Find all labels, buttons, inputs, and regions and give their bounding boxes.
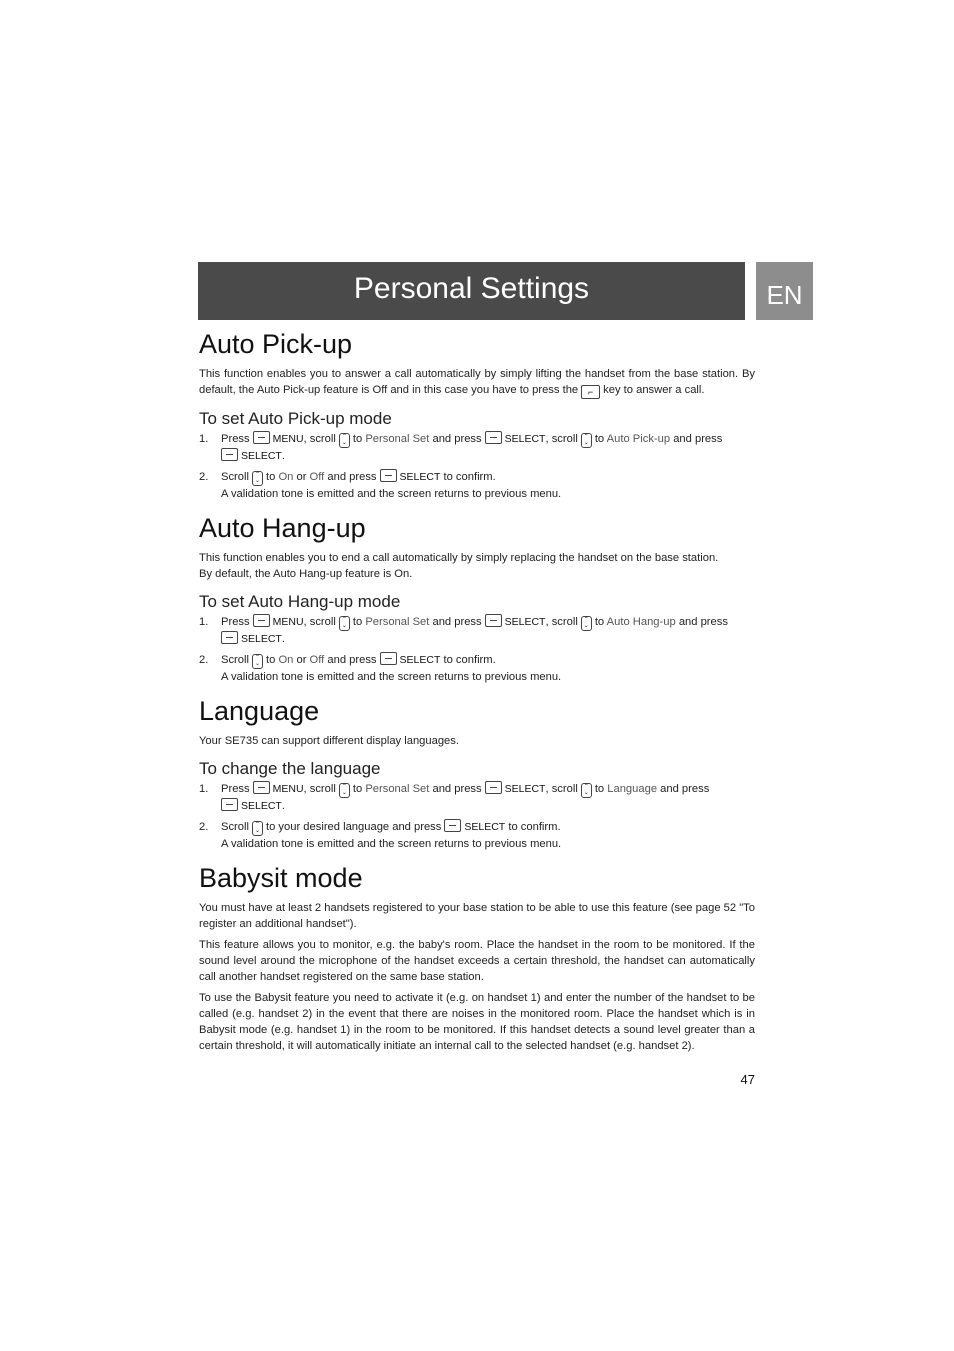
left-softkey-icon: [380, 652, 397, 665]
nav-key-icon: ⌃ ⌄: [252, 654, 263, 669]
left-softkey-icon: [444, 819, 461, 832]
section-title-auto-hangup: Auto Hang-up: [199, 513, 366, 543]
left-softkey-icon: [253, 431, 270, 444]
left-softkey-icon: [485, 431, 502, 444]
step-2: 2. Scroll ⌃ ⌄ to On or Off and press SELECT to confirm. A validation tone is emitted and the screen returns to previous menu.: [199, 654, 562, 683]
subsection-title-set-auto-pickup: To set Auto Pick-up mode: [199, 409, 392, 428]
nav-key-icon: ⌃ ⌄: [339, 616, 350, 631]
header-bar: [198, 262, 745, 320]
subsection-title-change-language: To change the language: [199, 759, 381, 778]
page-content: [199, 322, 755, 1059]
nav-key-icon: ⌃ ⌄: [252, 471, 263, 486]
talk-key-icon: ⌐: [581, 385, 600, 399]
step-2: 2. Scroll ⌃ ⌄ to your desired language and press SELECT to confirm. A validation tone is emitted and the screen returns to previous menu.: [199, 821, 562, 850]
language-tab: [756, 262, 813, 320]
language-description: Your SE735 can support different display languages.: [199, 735, 459, 747]
nav-key-icon: ⌃ ⌄: [339, 433, 350, 448]
left-softkey-icon: [485, 781, 502, 794]
step-1: 1. Press MENU, scroll ⌃ ⌄ to Personal Set and press SELECT, scroll ⌃ ⌄ to Language and press SELECT.: [199, 783, 710, 812]
page-number: 47: [740, 1072, 755, 1087]
left-softkey-icon: [253, 781, 270, 794]
nav-key-icon: ⌃ ⌄: [581, 616, 592, 631]
step-2: 2. Scroll ⌃ ⌄ to On or Off and press SELECT to confirm. A validation tone is emitted and the screen returns to previous menu.: [199, 471, 562, 500]
babysit-paragraph-2: This feature allows you to monitor, e.g. the baby's room. Place the handset in the room to be monitored. If the sound level around the microphone of the handset exceeds a certain threshold, the handset can automatically call another handset registered on the same base station.: [199, 939, 755, 983]
section-title-auto-pickup: Auto Pick-up: [199, 329, 353, 359]
language-code: EN: [766, 280, 803, 310]
left-softkey-icon: [253, 614, 270, 627]
nav-key-icon: ⌃ ⌄: [581, 433, 592, 448]
left-softkey-icon: [485, 614, 502, 627]
left-softkey-icon: [221, 798, 238, 811]
babysit-paragraph-3: To use the Babysit feature you need to activate it (e.g. on handset 1) and enter the number of the handset to be called (e.g. handset 2) in the event that there are noises in the monitored room. Place the handset which is in Babysit mode (e.g. handset 1) in the room to be monitored. If this handset detects a sound level greater than a certain threshold, it will automatically initiate an internal call to the selected handset (e.g. handset 2).: [199, 992, 755, 1052]
auto-pickup-description: This function enables you to answer a call automatically by simply lifting the handset from the base station. By default, the Auto Pick-up feature is Off and in this case you have to press the ⌐ key to answer a call.: [199, 368, 755, 397]
nav-key-icon: ⌃ ⌄: [339, 783, 350, 798]
babysit-paragraph-1: You must have at least 2 handsets registered to your base station to be able to use this feature (see page 52 "To register an additional handset").: [199, 902, 755, 930]
section-title-babysit-mode: Babysit mode: [199, 863, 363, 893]
auto-hangup-description: This function enables you to end a call automatically by simply replacing the handset on the base station. By default, the Auto Hang-up feature is On.: [199, 552, 719, 580]
step-1: 1. Press MENU, scroll ⌃ ⌄ to Personal Set and press SELECT, scroll ⌃ ⌄ to Auto Hang-up and press SELECT.: [199, 616, 728, 645]
left-softkey-icon: [221, 448, 238, 461]
left-softkey-icon: [380, 469, 397, 482]
left-softkey-icon: [221, 631, 238, 644]
nav-key-icon: ⌃ ⌄: [581, 783, 592, 798]
section-title-language: Language: [199, 696, 320, 726]
nav-key-icon: ⌃ ⌄: [252, 821, 263, 836]
page-title: Personal Settings: [353, 272, 590, 305]
step-1: 1. Press MENU, scroll ⌃ ⌄ to Personal Set and press SELECT, scroll ⌃ ⌄ to Auto Pick-up and press SELECT.: [199, 433, 723, 462]
subsection-title-set-auto-hangup: To set Auto Hang-up mode: [199, 592, 401, 611]
